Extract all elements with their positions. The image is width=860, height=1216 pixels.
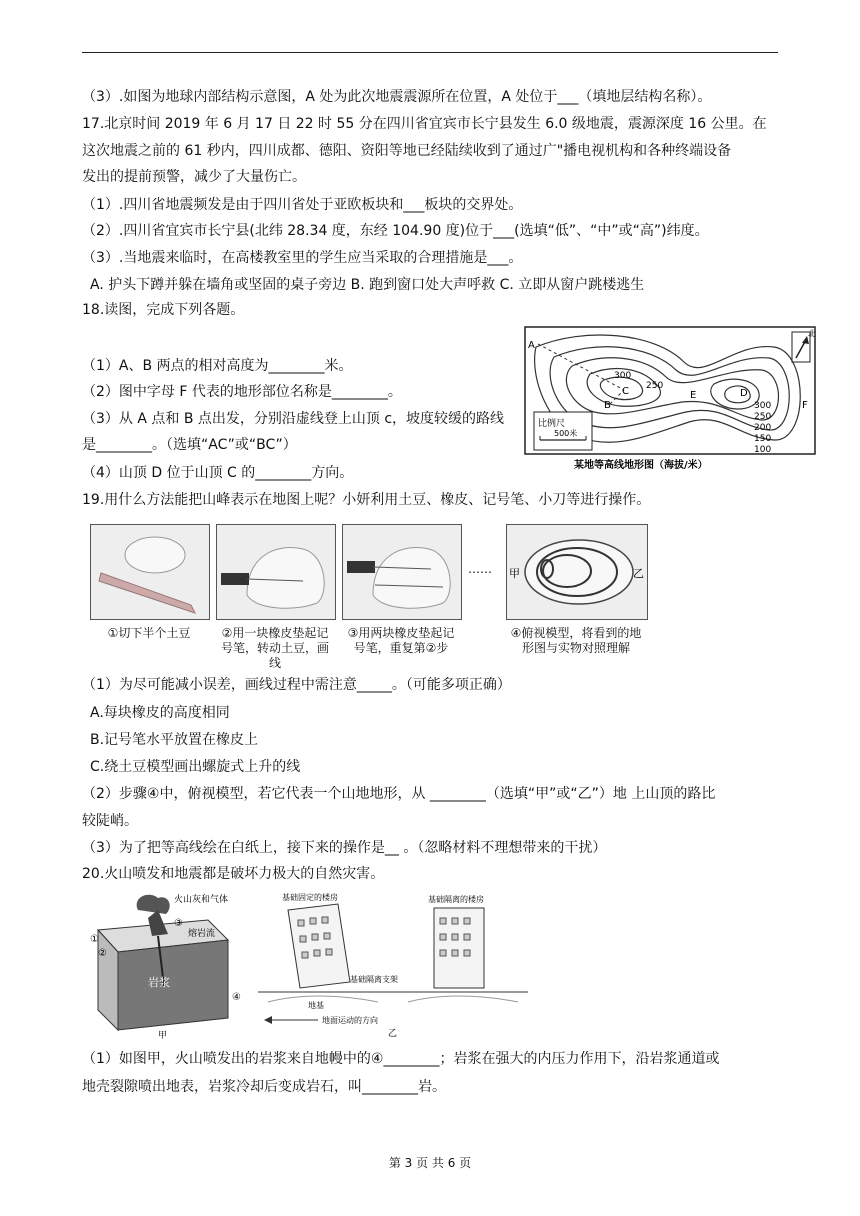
peak-d-label: D bbox=[740, 388, 748, 399]
q19-part2-a: （2）步骤④中，俯视模型，若它代表一个山地地形，从 ________（选填“甲”或“乙”）地 上山顶的路比 bbox=[82, 786, 716, 802]
point-a-label: A bbox=[528, 340, 535, 351]
step1-photo bbox=[90, 524, 210, 620]
q19-stem: 19.用什么方法能把山峰表示在地图上呢？小妍利用土豆、橡皮、记号笔、小刀等进行操作。 bbox=[82, 492, 651, 508]
step4-photo bbox=[506, 524, 648, 620]
volcano-quake-drawing bbox=[88, 890, 558, 1040]
label-jia: 甲 bbox=[509, 567, 520, 580]
q17-options: A. 护头下蹲并躲在墙角或坚固的桌子旁边 B. 跑到窗口处大声呼救 C. 立即从窗户跳楼逃生 bbox=[90, 277, 645, 293]
step2-photo bbox=[216, 524, 336, 620]
step1-caption: ①切下半个土豆 bbox=[107, 626, 191, 640]
ground-label: 地基 bbox=[308, 1001, 324, 1010]
step4-caption: ④俯视模型，将看到的地形图与实物对照理解 bbox=[510, 626, 642, 655]
label-1: ① bbox=[90, 934, 99, 945]
q17-part1: （1）.四川省地震频发是由于四川省处于亚欧板块和___板块的交界处。 bbox=[82, 197, 523, 213]
ash-gas-label: 火山灰和气体 bbox=[174, 895, 229, 905]
q19-part1: （1）为尽可能减小误差，画线过程中需注意_____。（可能多项正确） bbox=[82, 677, 511, 693]
q19-option-b: B.记号笔水平放置在橡皮上 bbox=[90, 732, 259, 748]
q17-stem-3: 发出的提前预警，减少了大量伤亡。 bbox=[82, 169, 306, 185]
ellipsis: …… bbox=[468, 562, 492, 576]
contour-map-caption: 某地等高线地形图（海拔/米） bbox=[574, 460, 708, 471]
contour-map-figure bbox=[524, 322, 818, 474]
contour-map-drawing bbox=[524, 322, 818, 474]
q20-stem: 20.火山喷发和地震都是破坏力极大的自然灾害。 bbox=[82, 866, 385, 882]
step3-caption: ③用两块橡皮垫起记号笔，重复第②步 bbox=[347, 626, 455, 655]
q20-part1-b: 地壳裂隙喷出地表，岩浆冷却后变成岩石，叫________岩。 bbox=[82, 1079, 446, 1095]
label-3: ③ bbox=[174, 918, 183, 929]
q18-part4: （4）山顶 D 位于山顶 C 的________方向。 bbox=[82, 465, 354, 481]
contour-label-right-300: 300 bbox=[754, 401, 772, 411]
step3-photo bbox=[342, 524, 462, 620]
contour-label-right-100: 100 bbox=[754, 445, 772, 455]
lava-flow-label: 熔岩流 bbox=[188, 929, 216, 939]
potato-experiment-figure bbox=[90, 524, 648, 670]
contour-label-right-150: 150 bbox=[754, 434, 772, 444]
label-yi: 乙 bbox=[633, 567, 644, 580]
volcano-quake-figure bbox=[88, 890, 558, 1040]
q18-part2: （2）图中字母 F 代表的地形部位名称是________。 bbox=[82, 384, 402, 400]
isolated-building-label: 基础隔离的楼房 bbox=[428, 895, 484, 904]
q16-part3: （3）.如图为地球内部结构示意图，A 处为此次地震震源所在位置，A 处位于___（填地层结构名称）。 bbox=[82, 89, 712, 105]
isolation-support-label: 基础隔离支架 bbox=[350, 975, 398, 984]
figure-jia-caption: 甲 bbox=[158, 1031, 168, 1040]
q18-stem: 18.读图，完成下列各题。 bbox=[82, 302, 245, 318]
q18-part3-b: 是________。（选填“AC”或“BC”） bbox=[82, 437, 297, 453]
q19-part3: （3）为了把等高线绘在白纸上，接下来的操作是__ 。（忽略材料不理想带来的干扰） bbox=[82, 840, 607, 856]
page-footer: 第 3 页 共 6 页 bbox=[388, 1156, 472, 1170]
contour-label-right-200: 200 bbox=[754, 423, 772, 433]
q17-part3: （3）.当地震来临时，在高楼教室里的学生应当采取的合理措施是___。 bbox=[82, 250, 523, 266]
header-rule bbox=[82, 52, 778, 53]
fixed-building-label: 基础固定的楼房 bbox=[282, 893, 338, 902]
peak-c-label: C bbox=[622, 386, 629, 397]
point-b-label: B bbox=[604, 400, 611, 411]
q18-part1: （1）A、B 两点的相对高度为________米。 bbox=[82, 358, 353, 374]
contour-label-left-300: 300 bbox=[614, 371, 632, 381]
point-e-label: E bbox=[690, 390, 697, 401]
q19-option-a: A.每块橡皮的高度相同 bbox=[90, 705, 230, 721]
label-4: ④ bbox=[232, 992, 241, 1003]
scale-label: 比例尺 bbox=[538, 419, 566, 429]
scale-value: 500米 bbox=[554, 429, 578, 438]
point-f-label: F bbox=[802, 400, 808, 411]
contour-label-right-250: 250 bbox=[754, 412, 772, 422]
q18-part3-a: （3）从 A 点和 B 点出发，分别沿虚线登上山顶 c，坡度较缓的路线 bbox=[82, 411, 505, 427]
label-2: ② bbox=[98, 948, 107, 959]
motion-direction-label: 地面运动的方向 bbox=[322, 1016, 378, 1025]
north-label: 北 bbox=[808, 329, 816, 338]
step2-caption: ②用一块橡皮垫起记号笔，转动土豆，画线 bbox=[220, 626, 329, 670]
figure-yi-caption: 乙 bbox=[388, 1029, 398, 1039]
q19-option-c: C.绕土豆模型画出螺旋式上升的线 bbox=[90, 759, 301, 775]
q17-stem-2: 这次地震之前的 61 秒内，四川成都、德阳、资阳等地已经陆续收到了通过广"播电视机构和各种终端设备 bbox=[82, 143, 732, 159]
q17-part2: （2）.四川省宜宾市长宁县(北纬 28.34 度，东经 104.90 度)位于___(选填“低”、“中”或“高”)纬度。 bbox=[82, 223, 709, 239]
q17-stem-1: 17.北京时间 2019 年 6 月 17 日 22 时 55 分在四川省宜宾市长宁县发生 6.0 级地震，震源深度 16 公里。在 bbox=[82, 116, 767, 132]
q19-part2-b: 较陡峭。 bbox=[82, 813, 138, 829]
q20-part1-a: （1）如图甲，火山喷发出的岩浆来自地幔中的④________；岩浆在强大的内压力作用下，沿岩浆通道或 bbox=[82, 1051, 720, 1067]
contour-label-left-250: 250 bbox=[646, 381, 664, 391]
magma-label: 岩浆 bbox=[148, 976, 170, 989]
